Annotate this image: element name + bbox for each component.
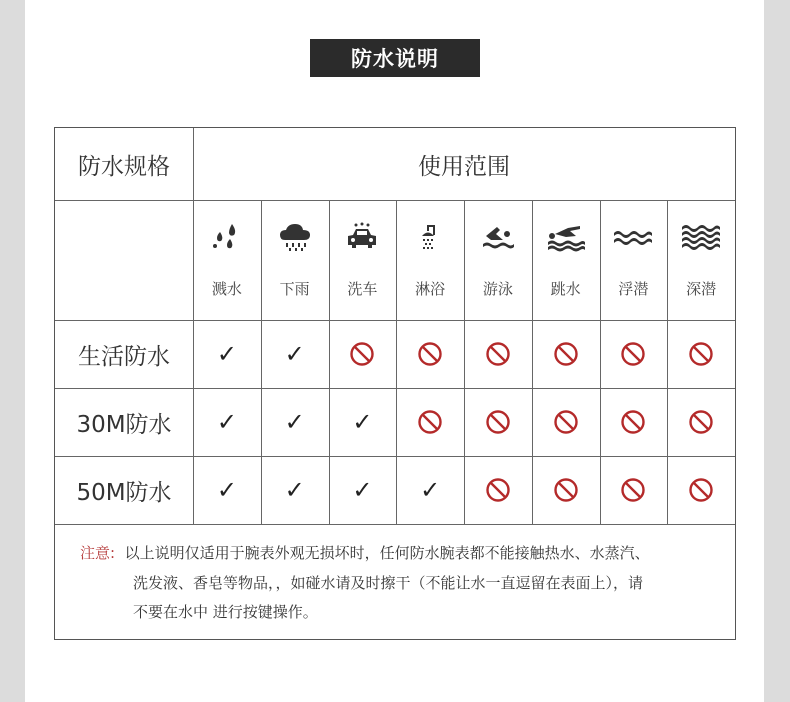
scenario-2 — [329, 200, 397, 320]
scenario-label: 跳水 — [550, 280, 581, 298]
page — [25, 0, 764, 702]
prohibited-icon — [600, 320, 668, 388]
note — [80, 539, 720, 628]
water-splash-icon — [210, 200, 244, 256]
prohibited-icon — [667, 456, 735, 524]
scenario-7 — [667, 200, 735, 320]
spec-header: 防水规格 — [78, 153, 170, 180]
check-icon: ✓ — [352, 408, 373, 436]
prohibited-icon — [396, 388, 464, 456]
deep-dive-waves-icon — [681, 200, 721, 256]
note-line-3: 不要在水中 进行按键操作。 — [133, 603, 318, 621]
prohibited-icon — [667, 388, 735, 456]
scenario-label: 溅水 — [211, 280, 242, 298]
check-icon: ✓ — [284, 340, 305, 368]
page-title: 防水说明 — [310, 39, 480, 77]
note-label: 注意: — [80, 544, 116, 562]
check-icon: ✓ — [284, 476, 305, 504]
prohibited-icon — [464, 388, 532, 456]
car-wash-icon — [345, 200, 379, 256]
check-icon: ✓ — [352, 476, 373, 504]
row-label-50m: 50M防水 — [76, 479, 172, 506]
scenario-label: 淋浴 — [415, 280, 446, 298]
prohibited-icon — [329, 320, 397, 388]
shower-icon — [413, 200, 447, 256]
row-label-30m: 30M防水 — [76, 411, 172, 438]
waterproof-table — [54, 127, 736, 640]
check-icon: ✓ — [284, 408, 305, 436]
prohibited-icon — [532, 388, 600, 456]
scenario-3 — [396, 200, 464, 320]
scenario-4 — [464, 200, 532, 320]
scenario-label: 洗车 — [347, 280, 378, 298]
prohibited-icon — [532, 456, 600, 524]
scenario-5 — [532, 200, 600, 320]
scenario-label: 游泳 — [482, 280, 513, 298]
row-label-daily: 生活防水 — [78, 343, 170, 370]
note-line-1: 以上说明仅适用于腕表外观无损坏时，任何防水腕表都不能接触热水、水蒸汽、 — [124, 544, 650, 562]
swimming-icon — [481, 200, 515, 256]
prohibited-icon — [532, 320, 600, 388]
check-icon: ✓ — [216, 340, 237, 368]
prohibited-icon — [464, 320, 532, 388]
note-line-2: 洗发液、香皂等物品，，如碰水请及时擦干（不能让水一直逗留在表面上），请 — [133, 573, 644, 592]
scenario-1 — [261, 200, 329, 320]
scenario-0 — [193, 200, 261, 320]
usage-header: 使用范围 — [418, 153, 510, 180]
prohibited-icon — [464, 456, 532, 524]
check-icon: ✓ — [216, 408, 237, 436]
check-icon: ✓ — [420, 476, 441, 504]
scenario-label: 深潜 — [686, 280, 717, 298]
prohibited-icon — [600, 388, 668, 456]
prohibited-icon — [667, 320, 735, 388]
prohibited-icon — [600, 456, 668, 524]
diving-icon — [546, 200, 586, 256]
rain-cloud-icon — [278, 200, 312, 256]
scenario-label: 浮潜 — [618, 280, 649, 298]
snorkel-waves-icon — [613, 200, 653, 256]
check-icon: ✓ — [216, 476, 237, 504]
scenario-label: 下雨 — [279, 280, 310, 298]
scenario-6 — [600, 200, 668, 320]
prohibited-icon — [396, 320, 464, 388]
